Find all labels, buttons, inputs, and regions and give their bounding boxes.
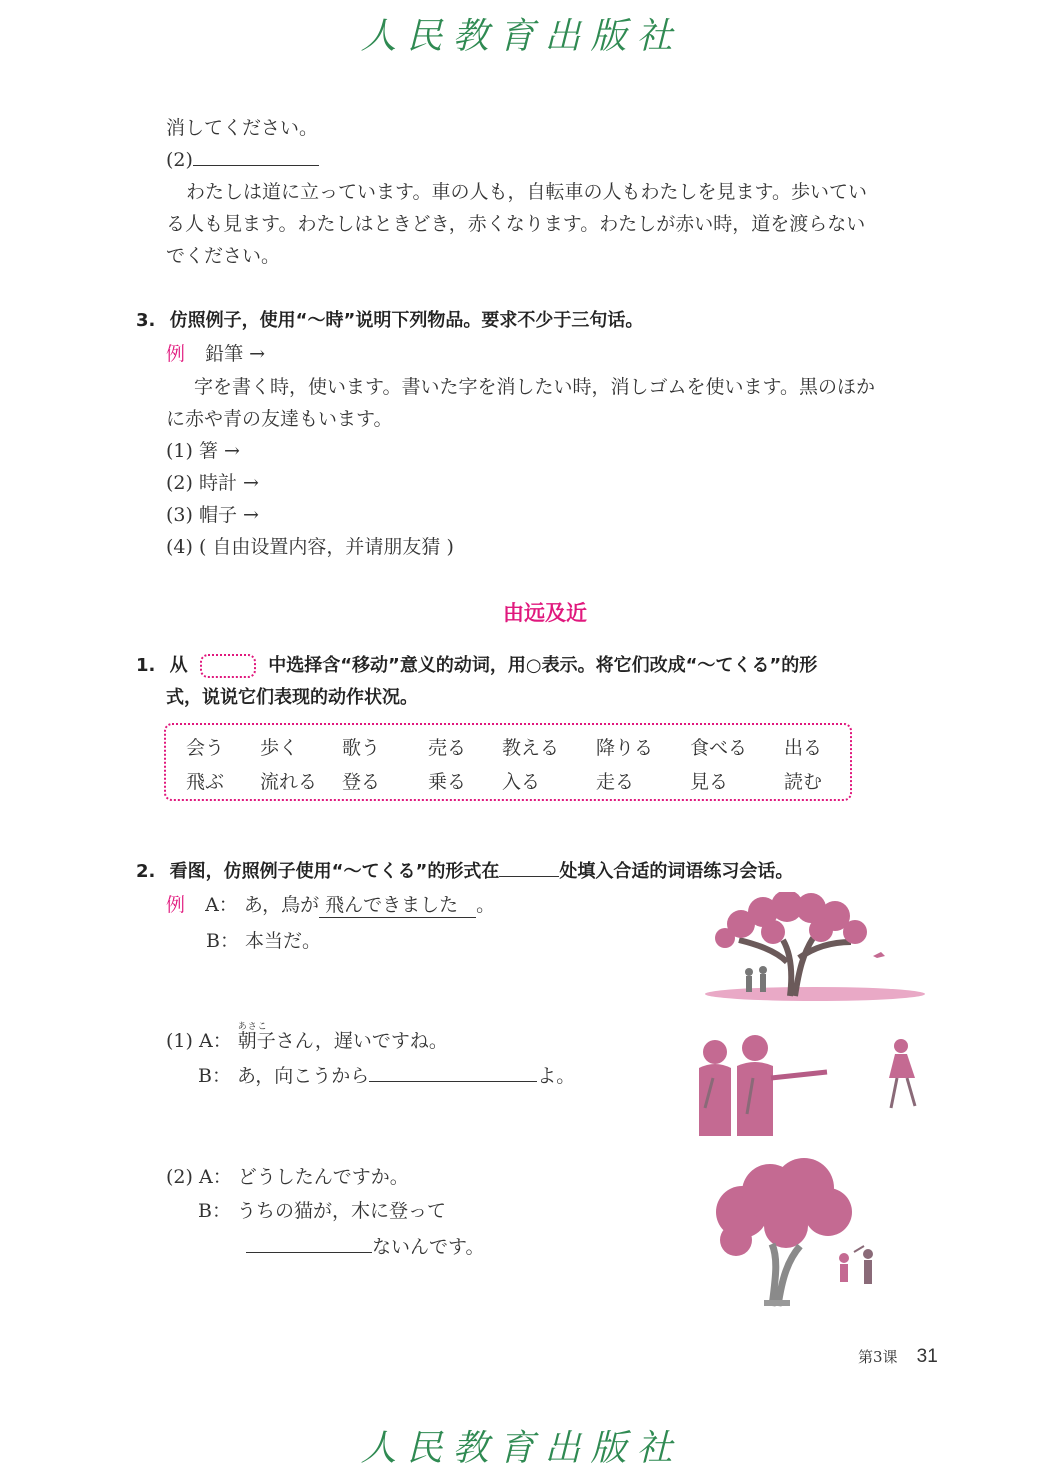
page-footer-info bbox=[858, 1346, 938, 1368]
continued-line: 消してください。 bbox=[166, 117, 319, 139]
problem-2-b-text: うちの猫が，木に登って bbox=[237, 1200, 447, 1222]
section-title: 由远及近 bbox=[503, 601, 587, 625]
q2-problem-2-b bbox=[198, 1196, 446, 1223]
header-publisher-logo: 人民教育出版社 bbox=[360, 16, 683, 57]
q3-example bbox=[166, 339, 265, 366]
word-cell: 流れる bbox=[260, 771, 318, 793]
question-3-text: 仿照例子，使用“～時”说明下列物品。要求不少于三句话。 bbox=[169, 310, 644, 331]
q2-problem-2-b-line2 bbox=[246, 1232, 484, 1259]
example-answer: 飛んできました bbox=[319, 890, 476, 918]
q3-item-1: (1) 箸 → bbox=[166, 440, 240, 462]
s2-q2-pre: 看图，仿照例子使用“～てくる”的形式在 bbox=[169, 861, 500, 882]
word-cell: 売る bbox=[428, 737, 467, 759]
paragraph-line-2: る人も見ます。わたしはときどき，赤くなります。わたしが赤い時，道を渡らない bbox=[166, 213, 866, 235]
speaker-a-label: A： bbox=[198, 1166, 232, 1188]
q3-item-3: (3) 帽子 → bbox=[166, 504, 259, 526]
speaker-b-label: B： bbox=[198, 1065, 231, 1087]
example-a-end: 。 bbox=[476, 894, 496, 916]
word-cell: 登る bbox=[342, 771, 381, 793]
item-2 bbox=[166, 145, 319, 171]
word-box bbox=[164, 723, 852, 801]
word-cell: 飛ぶ bbox=[186, 771, 225, 793]
word-cell: 走る bbox=[596, 771, 635, 793]
problem-1-a-text: 朝子さん，遅いですね。 bbox=[237, 1030, 448, 1052]
problem-1-b-text: あ，向こうから bbox=[237, 1065, 370, 1087]
s2-q1-number: 1. bbox=[136, 655, 156, 676]
problem-2-number: (2) bbox=[166, 1166, 193, 1188]
word-cell: 乗る bbox=[428, 771, 467, 793]
word-cell: 教える bbox=[502, 737, 560, 759]
example-word: 鉛筆 → bbox=[205, 343, 266, 365]
s2-q2-number: 2. bbox=[136, 861, 156, 882]
word-cell: 歌う bbox=[342, 737, 381, 759]
answer-blank bbox=[246, 1232, 372, 1253]
example-b-text: 本当だ。 bbox=[245, 930, 322, 952]
lesson-label: 第3课 bbox=[858, 1348, 898, 1366]
s2-q2-post: 处填入合适的词语练习会话。 bbox=[559, 861, 794, 882]
question-3-number: 3. bbox=[136, 310, 156, 331]
item-2-label: (2) bbox=[166, 149, 193, 171]
women-pointing-illustration bbox=[695, 1034, 935, 1136]
blank-marker bbox=[499, 858, 559, 877]
question-3 bbox=[136, 306, 643, 332]
word-cell: 降りる bbox=[596, 737, 654, 759]
example-mark: 例 bbox=[166, 343, 186, 365]
q2-problem-2-a bbox=[166, 1162, 409, 1189]
word-cell: 出る bbox=[784, 737, 823, 759]
q2-problem-1-b bbox=[198, 1061, 575, 1088]
q3-item-4: (4) ( 自由设置内容，并请朋友猜 ) bbox=[166, 536, 454, 558]
dotted-box-marker bbox=[200, 654, 256, 678]
example-mark: 例 bbox=[166, 894, 186, 916]
word-cell: 見る bbox=[690, 771, 729, 793]
s2-q1-line-2: 式，说说它们表现的动作状况。 bbox=[166, 687, 418, 708]
page-number: 31 bbox=[916, 1346, 938, 1367]
q2-example-a bbox=[166, 890, 495, 918]
word-cell: 食べる bbox=[690, 737, 748, 759]
answer-blank bbox=[369, 1061, 537, 1082]
s2-q1-pre: 从 bbox=[169, 655, 188, 676]
problem-2-b-end: ないんです。 bbox=[372, 1236, 485, 1258]
example-a-text: あ，鳥が bbox=[243, 894, 320, 916]
problem-1-a-text-wrap bbox=[237, 1022, 448, 1052]
answer-blank bbox=[193, 145, 319, 166]
q2-problem-1-a bbox=[166, 1022, 448, 1053]
example-paragraph-line-1: 字を書く時，使います。書いた字を消したい時，消しゴムを使います。黒のほか bbox=[194, 376, 875, 398]
paragraph-line-1: わたしは道に立っています。車の人も，自転車の人もわたしを見ます。歩いてい bbox=[186, 181, 867, 203]
speaker-a-label: A： bbox=[198, 1030, 232, 1052]
paragraph-line-3: でください。 bbox=[166, 245, 281, 267]
problem-2-a-text: どうしたんですか。 bbox=[237, 1166, 409, 1188]
s2-q1-post: 中选择含“移动”意义的动词，用○表示。将它们改成“～てくる”的形 bbox=[268, 655, 818, 676]
speaker-b-label: B： bbox=[206, 930, 239, 952]
problem-1-b-end: よ。 bbox=[537, 1065, 576, 1087]
speaker-b-label: B： bbox=[198, 1200, 231, 1222]
furigana: あさこ bbox=[237, 1022, 268, 1032]
word-cell: 入る bbox=[502, 771, 541, 793]
s2-question-1 bbox=[136, 651, 817, 678]
example-paragraph-line-2: に赤や青の友達もいます。 bbox=[166, 408, 393, 430]
word-cell: 歩く bbox=[260, 737, 299, 759]
word-cell: 会う bbox=[186, 737, 225, 759]
tree-with-cat-illustration bbox=[708, 1158, 888, 1310]
speaker-a-label: A： bbox=[205, 894, 238, 916]
word-cell: 読む bbox=[784, 771, 823, 793]
q3-item-2: (2) 時計 → bbox=[166, 472, 259, 494]
s2-question-2 bbox=[136, 857, 793, 883]
q2-example-b bbox=[206, 926, 321, 953]
cherry-tree-illustration bbox=[695, 892, 930, 1007]
problem-1-number: (1) bbox=[166, 1030, 193, 1052]
footer-publisher-logo: 人民教育出版社 bbox=[360, 1428, 683, 1469]
